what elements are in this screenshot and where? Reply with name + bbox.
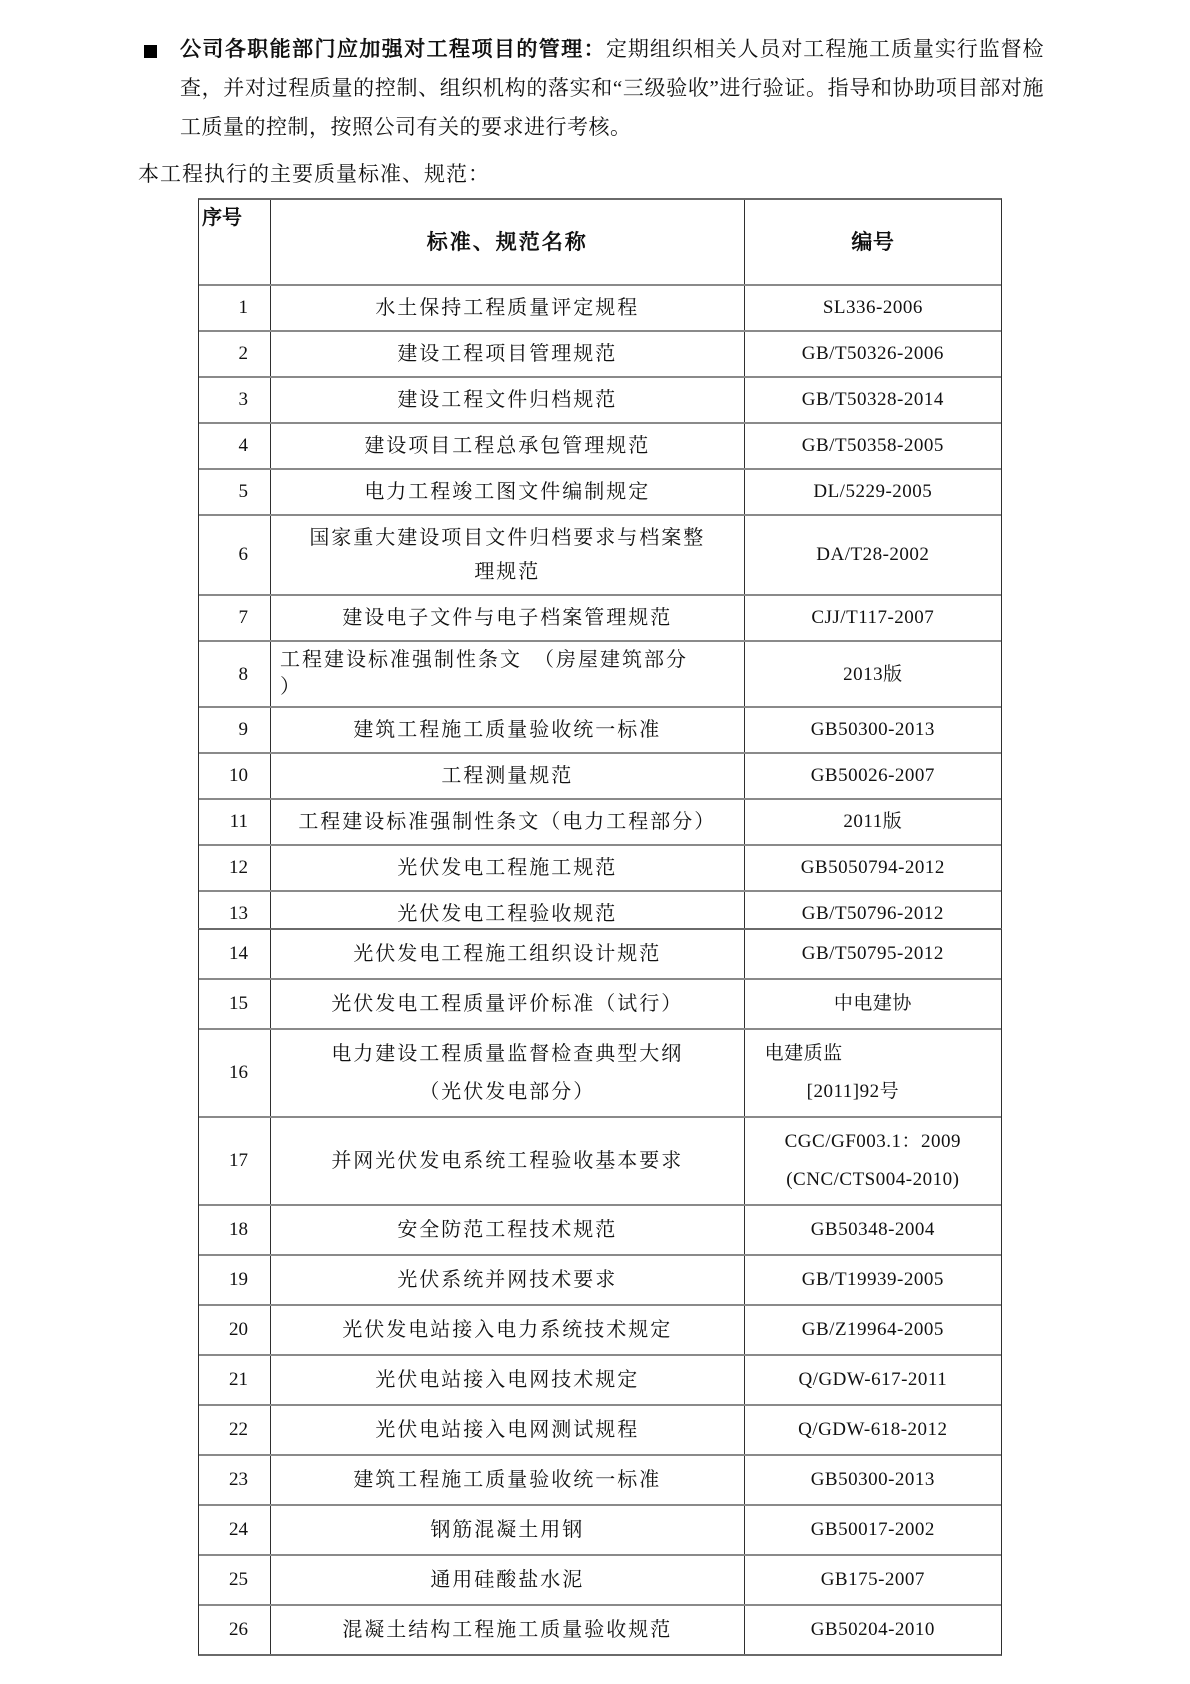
standard-name-text: 并网光伏发电系统工程验收基本要求 xyxy=(331,1150,684,1172)
row-index xyxy=(199,980,271,1028)
standard-code xyxy=(745,1256,1001,1304)
standard-name-text: 光伏发电工程施工组织设计规范 xyxy=(353,943,662,965)
row-index-text: 3 xyxy=(238,389,248,410)
standard-name-text: 水土保持工程质量评定规程 xyxy=(375,297,640,319)
standard-name-text: 钢筋混凝土用钢 xyxy=(430,1519,585,1541)
standard-name-text: 建设项目工程总承包管理规范 xyxy=(364,435,651,457)
standard-code xyxy=(745,1356,1001,1404)
row-index xyxy=(199,642,271,706)
standard-code-text: GB50026-2007 xyxy=(810,765,935,786)
standard-code xyxy=(745,930,1001,978)
standard-name xyxy=(271,1456,745,1504)
standards-table-part1 xyxy=(198,198,1002,938)
row-index xyxy=(199,286,271,330)
standards-table-part2 xyxy=(198,928,1002,1656)
row-index-text: 2 xyxy=(238,343,248,364)
header-col-index xyxy=(199,200,271,284)
standard-name-text: （光伏发电部分） xyxy=(419,1081,596,1103)
row-index xyxy=(199,470,271,514)
standard-name-text: 建设工程项目管理规范 xyxy=(397,343,618,365)
table-header-row xyxy=(199,200,1001,284)
row-index-text: 13 xyxy=(228,903,248,924)
row-index-text: 25 xyxy=(228,1569,248,1590)
row-index xyxy=(199,596,271,640)
standard-code-text: GB50300-2013 xyxy=(810,1469,935,1490)
table-row xyxy=(199,978,1001,1028)
row-index-text: 8 xyxy=(238,663,248,685)
row-index xyxy=(199,1206,271,1254)
standard-name-text: 混凝土结构工程施工质量验收规范 xyxy=(342,1619,673,1641)
standard-name xyxy=(271,1030,745,1116)
standard-code-text: Q/GDW-617-2011 xyxy=(798,1369,948,1390)
row-index-text: 24 xyxy=(228,1519,248,1540)
standard-code xyxy=(745,378,1001,422)
standard-code-text: [2011]92号 xyxy=(806,1081,900,1102)
row-index-text: 23 xyxy=(228,1469,248,1490)
row-index-text: 12 xyxy=(228,857,248,878)
standard-code xyxy=(745,1306,1001,1354)
table-row xyxy=(199,1404,1001,1454)
table-row xyxy=(199,798,1001,844)
standard-name xyxy=(271,754,745,798)
standard-code xyxy=(745,1030,1001,1116)
standard-code-text: GB/Z19964-2005 xyxy=(801,1319,944,1340)
standard-name xyxy=(271,980,745,1028)
standard-code-text: GB/T19939-2005 xyxy=(801,1269,944,1290)
row-index xyxy=(199,1556,271,1604)
standard-name xyxy=(271,1356,745,1404)
table-row xyxy=(199,1454,1001,1504)
table-row xyxy=(199,1116,1001,1204)
standard-code-text: GB175-2007 xyxy=(820,1569,925,1590)
standard-code-text: CGC/GF003.1：2009 xyxy=(784,1131,962,1152)
standard-code xyxy=(745,642,1001,706)
row-index xyxy=(199,1030,271,1116)
standard-code xyxy=(745,1206,1001,1254)
table-row xyxy=(199,284,1001,330)
standard-name-text: 工程建设标准强制性条文（电力工程部分） xyxy=(298,811,717,833)
standard-name xyxy=(271,332,745,376)
table-row xyxy=(199,376,1001,422)
standard-code xyxy=(745,708,1001,752)
standard-name xyxy=(271,1556,745,1604)
row-index-text: 26 xyxy=(228,1619,248,1640)
standard-name-text: 工程测量规范 xyxy=(441,765,574,787)
header-col-code xyxy=(745,200,1001,284)
standard-name-text: 光伏系统并网技术要求 xyxy=(397,1269,618,1291)
standard-name xyxy=(271,708,745,752)
header-col-code-label: 编号 xyxy=(851,230,895,254)
standard-name xyxy=(271,1506,745,1554)
standard-name-text: 工程建设标准强制性条文 （房屋建筑部分 xyxy=(279,649,688,671)
table-row xyxy=(199,1204,1001,1254)
standard-code xyxy=(745,424,1001,468)
row-index-text: 17 xyxy=(228,1150,248,1171)
standard-name-text: 安全防范工程技术规范 xyxy=(397,1219,618,1241)
standard-name-text: 光伏发电工程施工规范 xyxy=(397,857,618,879)
row-index xyxy=(199,1118,271,1204)
standard-code-text: 中电建协 xyxy=(833,993,912,1014)
standard-code xyxy=(745,754,1001,798)
standard-name xyxy=(271,470,745,514)
standard-name xyxy=(271,1256,745,1304)
standard-code-text: DL/5229-2005 xyxy=(813,481,933,502)
row-index xyxy=(199,1606,271,1654)
standard-name xyxy=(271,596,745,640)
row-index xyxy=(199,930,271,978)
row-index-text: 19 xyxy=(228,1269,248,1290)
standard-name-text: 建筑工程施工质量验收统一标准 xyxy=(353,1469,662,1491)
standard-code-text: 2013版 xyxy=(843,663,903,685)
table-row xyxy=(199,1028,1001,1116)
standard-name xyxy=(271,642,745,706)
row-index xyxy=(199,424,271,468)
standard-name-text: 光伏电站接入电网技术规定 xyxy=(375,1369,640,1391)
standard-code xyxy=(745,1456,1001,1504)
standard-name xyxy=(271,286,745,330)
standard-code-text: GB50300-2013 xyxy=(810,719,935,740)
table-row xyxy=(199,468,1001,514)
row-index-text: 1 xyxy=(238,297,248,318)
standard-code-text: GB/T50796-2012 xyxy=(801,903,944,924)
table-row xyxy=(199,422,1001,468)
row-index xyxy=(199,1506,271,1554)
row-index xyxy=(199,1356,271,1404)
row-index xyxy=(199,1456,271,1504)
standard-name xyxy=(271,1306,745,1354)
row-index xyxy=(199,1406,271,1454)
standard-code-text: (CNC/CTS004-2010) xyxy=(786,1169,960,1190)
row-index-text: 22 xyxy=(228,1419,248,1440)
row-index xyxy=(199,754,271,798)
standard-code xyxy=(745,980,1001,1028)
standard-name-text: 光伏发电工程验收规范 xyxy=(397,903,618,925)
bullet-square-icon xyxy=(144,45,157,58)
standard-code xyxy=(745,286,1001,330)
row-index xyxy=(199,516,271,594)
row-index xyxy=(199,332,271,376)
standard-name-text: 通用硅酸盐水泥 xyxy=(430,1569,585,1591)
standard-name-text: 光伏发电工程质量评价标准（试行） xyxy=(331,993,684,1015)
row-index-text: 18 xyxy=(228,1219,248,1240)
row-index-text: 4 xyxy=(238,435,248,456)
standard-code-text: 2011版 xyxy=(843,811,903,832)
standard-code-text: Q/GDW-618-2012 xyxy=(798,1419,948,1440)
standard-code-text: SL336-2006 xyxy=(822,297,923,318)
row-index xyxy=(199,708,271,752)
standard-code xyxy=(745,1556,1001,1604)
table-row xyxy=(199,594,1001,640)
standard-name-text: 光伏电站接入电网测试规程 xyxy=(375,1419,640,1441)
row-index-text: 10 xyxy=(228,765,248,786)
standard-code xyxy=(745,470,1001,514)
table-row xyxy=(199,330,1001,376)
standard-code-text: GB5050794-2012 xyxy=(800,857,945,878)
row-index-text: 21 xyxy=(228,1369,248,1390)
standard-name xyxy=(271,800,745,844)
standard-name-text: 光伏发电站接入电力系统技术规定 xyxy=(342,1319,673,1341)
header-col-name-label: 标准、规范名称 xyxy=(426,230,588,254)
row-index-text: 20 xyxy=(228,1319,248,1340)
standard-code-text: GB50204-2010 xyxy=(810,1619,935,1640)
standard-code-text: GB/T50795-2012 xyxy=(801,943,944,964)
standard-code-text: GB/T50358-2005 xyxy=(801,435,944,456)
row-index-text: 7 xyxy=(238,607,248,628)
row-index xyxy=(199,1256,271,1304)
standard-name-text: ） xyxy=(279,676,302,698)
intro-paragraph xyxy=(180,30,1044,147)
row-index xyxy=(199,378,271,422)
header-col-name xyxy=(271,200,745,284)
standard-code-text: GB50348-2004 xyxy=(810,1219,935,1240)
row-index-text: 15 xyxy=(228,993,248,1014)
standard-code xyxy=(745,1118,1001,1204)
standard-code-text: GB/T50326-2006 xyxy=(801,343,944,364)
standard-name xyxy=(271,1606,745,1654)
standard-name xyxy=(271,1206,745,1254)
intro-body: 定期组织相关人员对工程施工质量实行监督检查，并对过程质量的控制、组织机构的落实和“三级验收”进行验证。指导和协助项目部对施工质量的控制，按照公司有关的要求进行考核。 xyxy=(180,37,1044,139)
standard-name xyxy=(271,1406,745,1454)
table-row xyxy=(199,640,1001,706)
standard-name-text: 建设电子文件与电子档案管理规范 xyxy=(342,607,673,629)
row-index-text: 6 xyxy=(238,544,248,565)
standard-name-text: 建设工程文件归档规范 xyxy=(397,389,618,411)
standard-code xyxy=(745,1606,1001,1654)
standard-code xyxy=(745,596,1001,640)
standard-code xyxy=(745,846,1001,890)
standard-code xyxy=(745,1506,1001,1554)
row-index xyxy=(199,1306,271,1354)
table-row xyxy=(199,844,1001,890)
table-row xyxy=(199,1504,1001,1554)
standard-code-text: GB50017-2002 xyxy=(810,1519,935,1540)
standard-name xyxy=(271,424,745,468)
row-index xyxy=(199,800,271,844)
standard-code xyxy=(745,332,1001,376)
table-caption: 本工程执行的主要质量标准、规范： xyxy=(138,162,490,186)
header-col-index-label: 序号 xyxy=(202,207,242,229)
table-row xyxy=(199,1354,1001,1404)
standard-code xyxy=(745,1406,1001,1454)
standard-code-text: DA/T28-2002 xyxy=(816,544,930,565)
row-index xyxy=(199,846,271,890)
standard-name-text: 电力工程竣工图文件编制规定 xyxy=(364,481,651,503)
standard-name xyxy=(271,1118,745,1204)
standard-name xyxy=(271,930,745,978)
standard-code-text: 电建质监 xyxy=(764,1043,843,1064)
table-row xyxy=(199,1554,1001,1604)
standard-name xyxy=(271,516,745,594)
table-row xyxy=(199,514,1001,594)
intro-lead-bold: 公司各职能部门应加强对工程项目的管理： xyxy=(180,38,606,61)
standard-name-text: 建筑工程施工质量验收统一标准 xyxy=(353,719,662,741)
standard-name xyxy=(271,846,745,890)
standard-name xyxy=(271,378,745,422)
table-row xyxy=(199,706,1001,752)
table-row xyxy=(199,1604,1001,1654)
table-row xyxy=(199,1304,1001,1354)
row-index-text: 9 xyxy=(238,719,248,740)
standard-code xyxy=(745,516,1001,594)
row-index-text: 14 xyxy=(228,943,248,964)
standard-name-text: 理规范 xyxy=(474,561,541,583)
standard-code-text: GB/T50328-2014 xyxy=(801,389,944,410)
table-row xyxy=(199,1254,1001,1304)
standard-name-text: 电力建设工程质量监督检查典型大纲 xyxy=(331,1043,684,1065)
row-index-text: 5 xyxy=(238,481,248,502)
standard-code xyxy=(745,800,1001,844)
standard-name-text: 国家重大建设项目文件归档要求与档案整 xyxy=(309,527,706,549)
table-row xyxy=(199,752,1001,798)
table-row xyxy=(199,930,1001,978)
row-index-text: 16 xyxy=(228,1062,248,1083)
standard-code-text: CJJ/T117-2007 xyxy=(811,607,935,628)
row-index-text: 11 xyxy=(229,811,248,832)
